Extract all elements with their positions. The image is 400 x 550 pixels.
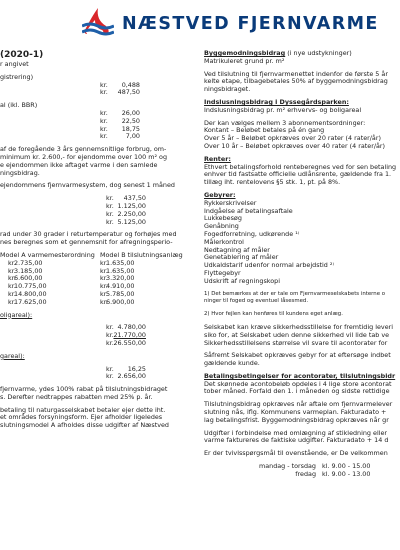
text-line: Betalingsbetingelser for acontorater, tilslutningsbidr (204, 371, 396, 380)
text-line: Målerkontrol (204, 237, 244, 246)
currency-label: kr. (106, 372, 114, 381)
opening-hours-row (204, 471, 400, 479)
text-line: ningsbidrag. (0, 168, 40, 177)
amount-value: 1.125,00 (117, 201, 146, 210)
opening-day: mandag - torsdag (259, 462, 316, 471)
text-line: af de foregående 3 års gennemsnitlige forbrug, om- (0, 145, 167, 154)
currency-label: kr. (106, 201, 114, 210)
model-a-price: 17.625,00 (14, 297, 47, 306)
text-line: Der kan vælges mellem 3 abonnementsordninger: (204, 118, 366, 127)
amount-value: 5.125,00 (117, 217, 146, 226)
model-b-price: 6.900,00 (106, 297, 135, 306)
text-line: rad under 30 grader i returtemperatur og forhøjes med (0, 230, 177, 239)
text-line: varme faktureres de faktiske udgifter. Fakturadato + 14 d (204, 436, 389, 445)
text-line: ningsbidraget. (204, 85, 251, 94)
currency-label: kr. (8, 258, 16, 267)
text-line: Udskrift af regningskopi (204, 276, 280, 285)
currency-label: kr. (100, 282, 108, 291)
price-row (0, 89, 200, 97)
text-line: Indgåelse af betalingsaftale (204, 206, 293, 215)
text-line: Ethvert betalingsforhold renteberegnes ved for sen betaling (204, 162, 397, 171)
amount-value: 437,50 (123, 194, 146, 203)
text-line: gareal): (0, 351, 25, 360)
text-line: Såfremt Selskabet opkræves gebyr for at eftersøge indbet (204, 351, 391, 360)
text-line: Sikkerhedsstillelsens størrelse vil svare til acontorater for (204, 338, 388, 347)
text-line: slutning nås, iflg. Kommunens varmeplan. Fakturadato + (204, 408, 387, 417)
model-b-header: Model B tilslutningsanlæg (100, 250, 183, 259)
price-row (0, 366, 200, 374)
text-line: Over 5 år – Beløbet opkræves over 20 rater (4 rater/år) (204, 134, 381, 143)
text-line: Fogedforretning, udkørende ¹⁾ (204, 229, 300, 238)
text-line: Ved tilslutning til fjernvarmenettet indenfor de første 5 år (204, 69, 388, 78)
text-line: lag betalingsfrist. Byggemodningsbidrag opkræves når gr (204, 415, 389, 424)
price-row (0, 332, 200, 340)
currency-label: kr. (106, 364, 114, 373)
amount-value: 2.656,00 (117, 372, 146, 381)
price-row (0, 133, 200, 141)
currency-label: kr. (106, 217, 114, 226)
flame-logo-icon (82, 6, 114, 36)
text-line: Matrikuleret grund pr. m² (204, 56, 285, 65)
text-line: ejendommens fjernvarmesystem, dog senest 1 måned (0, 181, 175, 190)
currency-label: kr. (8, 297, 16, 306)
currency-label: kr. (100, 108, 108, 117)
text-line: minimum kr. 2.600,- for ejendomme over 100 m² og (0, 152, 168, 161)
currency-label: kr. (100, 88, 108, 97)
price-row (0, 373, 200, 381)
currency-label: kr. (8, 289, 16, 298)
currency-label: kr. (100, 289, 108, 298)
amount-value: 18,75 (121, 124, 140, 133)
text-line: tober måned. Forfald den 1. i måneden og sidste rettidige (204, 387, 390, 396)
currency-label: kr. (100, 297, 108, 306)
currency-label: kr. (100, 116, 108, 125)
currency-label: kr. (106, 323, 114, 332)
model-b-price: 1.635,00 (106, 258, 135, 267)
currency-label: kr. (8, 282, 16, 291)
currency-label: kr. (106, 338, 114, 347)
text-line: Over 10 år – Beløbet opkræves over 40 rater (4 rater/år) (204, 141, 386, 150)
opening-time: kl. 9.00 - 13.00 (322, 469, 371, 478)
amount-value: 2.250,00 (117, 209, 146, 218)
text-line: Genåbning (204, 222, 239, 231)
text-line: Selskabet kan kræve sikkerhedsstillelse for fremtidig leveri (204, 322, 394, 331)
text-line: al (ikl. BBR) (0, 101, 38, 110)
text-line: Udkaldstarif udenfor normal arbejdstid ²⁾ (204, 261, 335, 270)
text-line: Flyttegebyr (204, 268, 241, 277)
amount-value: 0,488 (121, 80, 140, 89)
text-line: nes beregnes som et gennemsnit for afregningsperio- (0, 238, 173, 247)
model-a-price: 10.775,00 (14, 282, 47, 291)
model-b-price: 5.785,00 (106, 289, 135, 298)
right-column (204, 50, 400, 479)
text-line: ninger til foged og eventuel låsesmed. (204, 298, 309, 305)
price-row (0, 340, 200, 348)
model-b-price: 1.635,00 (106, 266, 135, 275)
model-a-price: 2.735,00 (14, 258, 43, 267)
text-line: Udgifter i forbindelse med omlægning af stikledning eller (204, 428, 388, 437)
model-a-header: Model A varmemesterordning (0, 250, 95, 259)
text-line: Nedtagning af måler (204, 245, 270, 254)
text-line: Rykkerskrivelser (204, 198, 257, 207)
currency-label: kr. (106, 209, 114, 218)
currency-label: kr. (106, 331, 114, 340)
text-line: Indslusningsbidrag pr. m² erhvervs- og boligareal (204, 105, 362, 114)
price-row (0, 211, 200, 219)
text-line: Det skønnede acontobeløb opdeles i 4 lige store acontorat (204, 379, 392, 388)
tariff-title: (2020-1) (0, 50, 44, 60)
amount-value: 4.780,00 (117, 323, 146, 332)
text-line: e ejendommen ikke aftaget varme i den samlede (0, 160, 158, 169)
price-row (0, 324, 200, 332)
amount-value: 26.550,00 (113, 338, 146, 347)
amount-value: 22,50 (121, 116, 140, 125)
page-header (0, 0, 400, 44)
text-line: Lukkebesøg (204, 214, 242, 223)
text-line: r angivet (0, 60, 29, 68)
price-row (0, 195, 200, 203)
left-column (0, 50, 200, 430)
currency-label: kr. (100, 266, 108, 275)
text-line: oligareal): (0, 310, 33, 319)
currency-label: kr. (8, 274, 16, 283)
text-line: Byggemodningsbidrag (i nye udstykninger) (204, 49, 352, 57)
price-row (0, 203, 200, 211)
text-line: Genetablering af måler (204, 253, 279, 262)
opening-day: fredag (295, 469, 316, 478)
model-a-price: 14.800,00 (14, 289, 47, 298)
text-line: fjernvarme, ydes 100% rabat på tilslutningsbidraget (0, 385, 168, 394)
text-line: Er der tvivlsspørgsmål til ovenstående, er De velkommen (204, 449, 388, 458)
currency-label: kr. (100, 132, 108, 141)
text-line: Gebyrer: (204, 190, 236, 199)
table-row (0, 299, 200, 307)
model-a-price: 3.185,00 (14, 266, 43, 275)
model-b-price: 3.320,00 (106, 274, 135, 283)
text-line: s. Derefter nedtrappes rabatten med 25% p. år. (0, 392, 153, 401)
text-line: betaling til naturgasselskabet betaler ejer dette iht. (0, 405, 166, 414)
opening-time: kl. 9.00 - 15.00 (322, 462, 371, 471)
text-line: Tilslutningsbidrag opkræves når aftale om fjernvarmelever (204, 400, 393, 409)
currency-label: kr. (100, 80, 108, 89)
currency-label: kr. (100, 274, 108, 283)
section-heading: Byggemodningsbidrag (204, 49, 286, 57)
text-line: Kontant – Beløbet betales på én gang (204, 126, 325, 135)
text-line: tillæg iht. rentelovens §5 stk. 1, pt. på 8%. (204, 178, 341, 187)
amount-value: 26,00 (121, 108, 140, 117)
text-line: 2) Hvor fejlen kan henføres til kundens eget anlæg. (204, 311, 343, 318)
amount-value: 21.770,00 (113, 331, 146, 340)
currency-label: kr. (8, 266, 16, 275)
text-line: gistrering) (0, 72, 34, 81)
text-line: Indslusningsbidrag i Dyssegårdsparken: (204, 97, 349, 106)
model-a-price: 6.600,00 (14, 274, 43, 283)
currency-label: kr. (100, 124, 108, 133)
currency-label: kr. (106, 194, 114, 203)
text-line: gældende kunde. (204, 359, 260, 368)
text-line: et områdes forsyningsform. Ejer afholder ligeledes (0, 413, 163, 422)
text-line: slutningsmodel A afholdes disse udgifter af Næstved (0, 421, 169, 430)
text-line: 1) Det bemærkes at der er tale om Fjernvarmeselskabets interne o (204, 290, 386, 297)
text-line: Renter: (204, 154, 231, 163)
text-line: kelte etape, tilbagebetales 50% af byggemodningsbidrag (204, 77, 388, 86)
brand-name: NÆSTVED FJERNVARME (122, 14, 379, 34)
text-line: siko for, at Selskabet uden denne sikkerhed vil lide tab ve (204, 330, 390, 339)
model-b-price: 4.910,00 (106, 282, 135, 291)
amount-value: 7,00 (125, 132, 140, 141)
amount-value: 16,25 (127, 364, 146, 373)
amount-value: 487,50 (117, 88, 140, 97)
text-line: enhver tid fastsatte officielle udlånsrente, gældende fra 1. (204, 170, 392, 179)
price-row (0, 219, 200, 227)
currency-label: kr. (100, 258, 108, 267)
